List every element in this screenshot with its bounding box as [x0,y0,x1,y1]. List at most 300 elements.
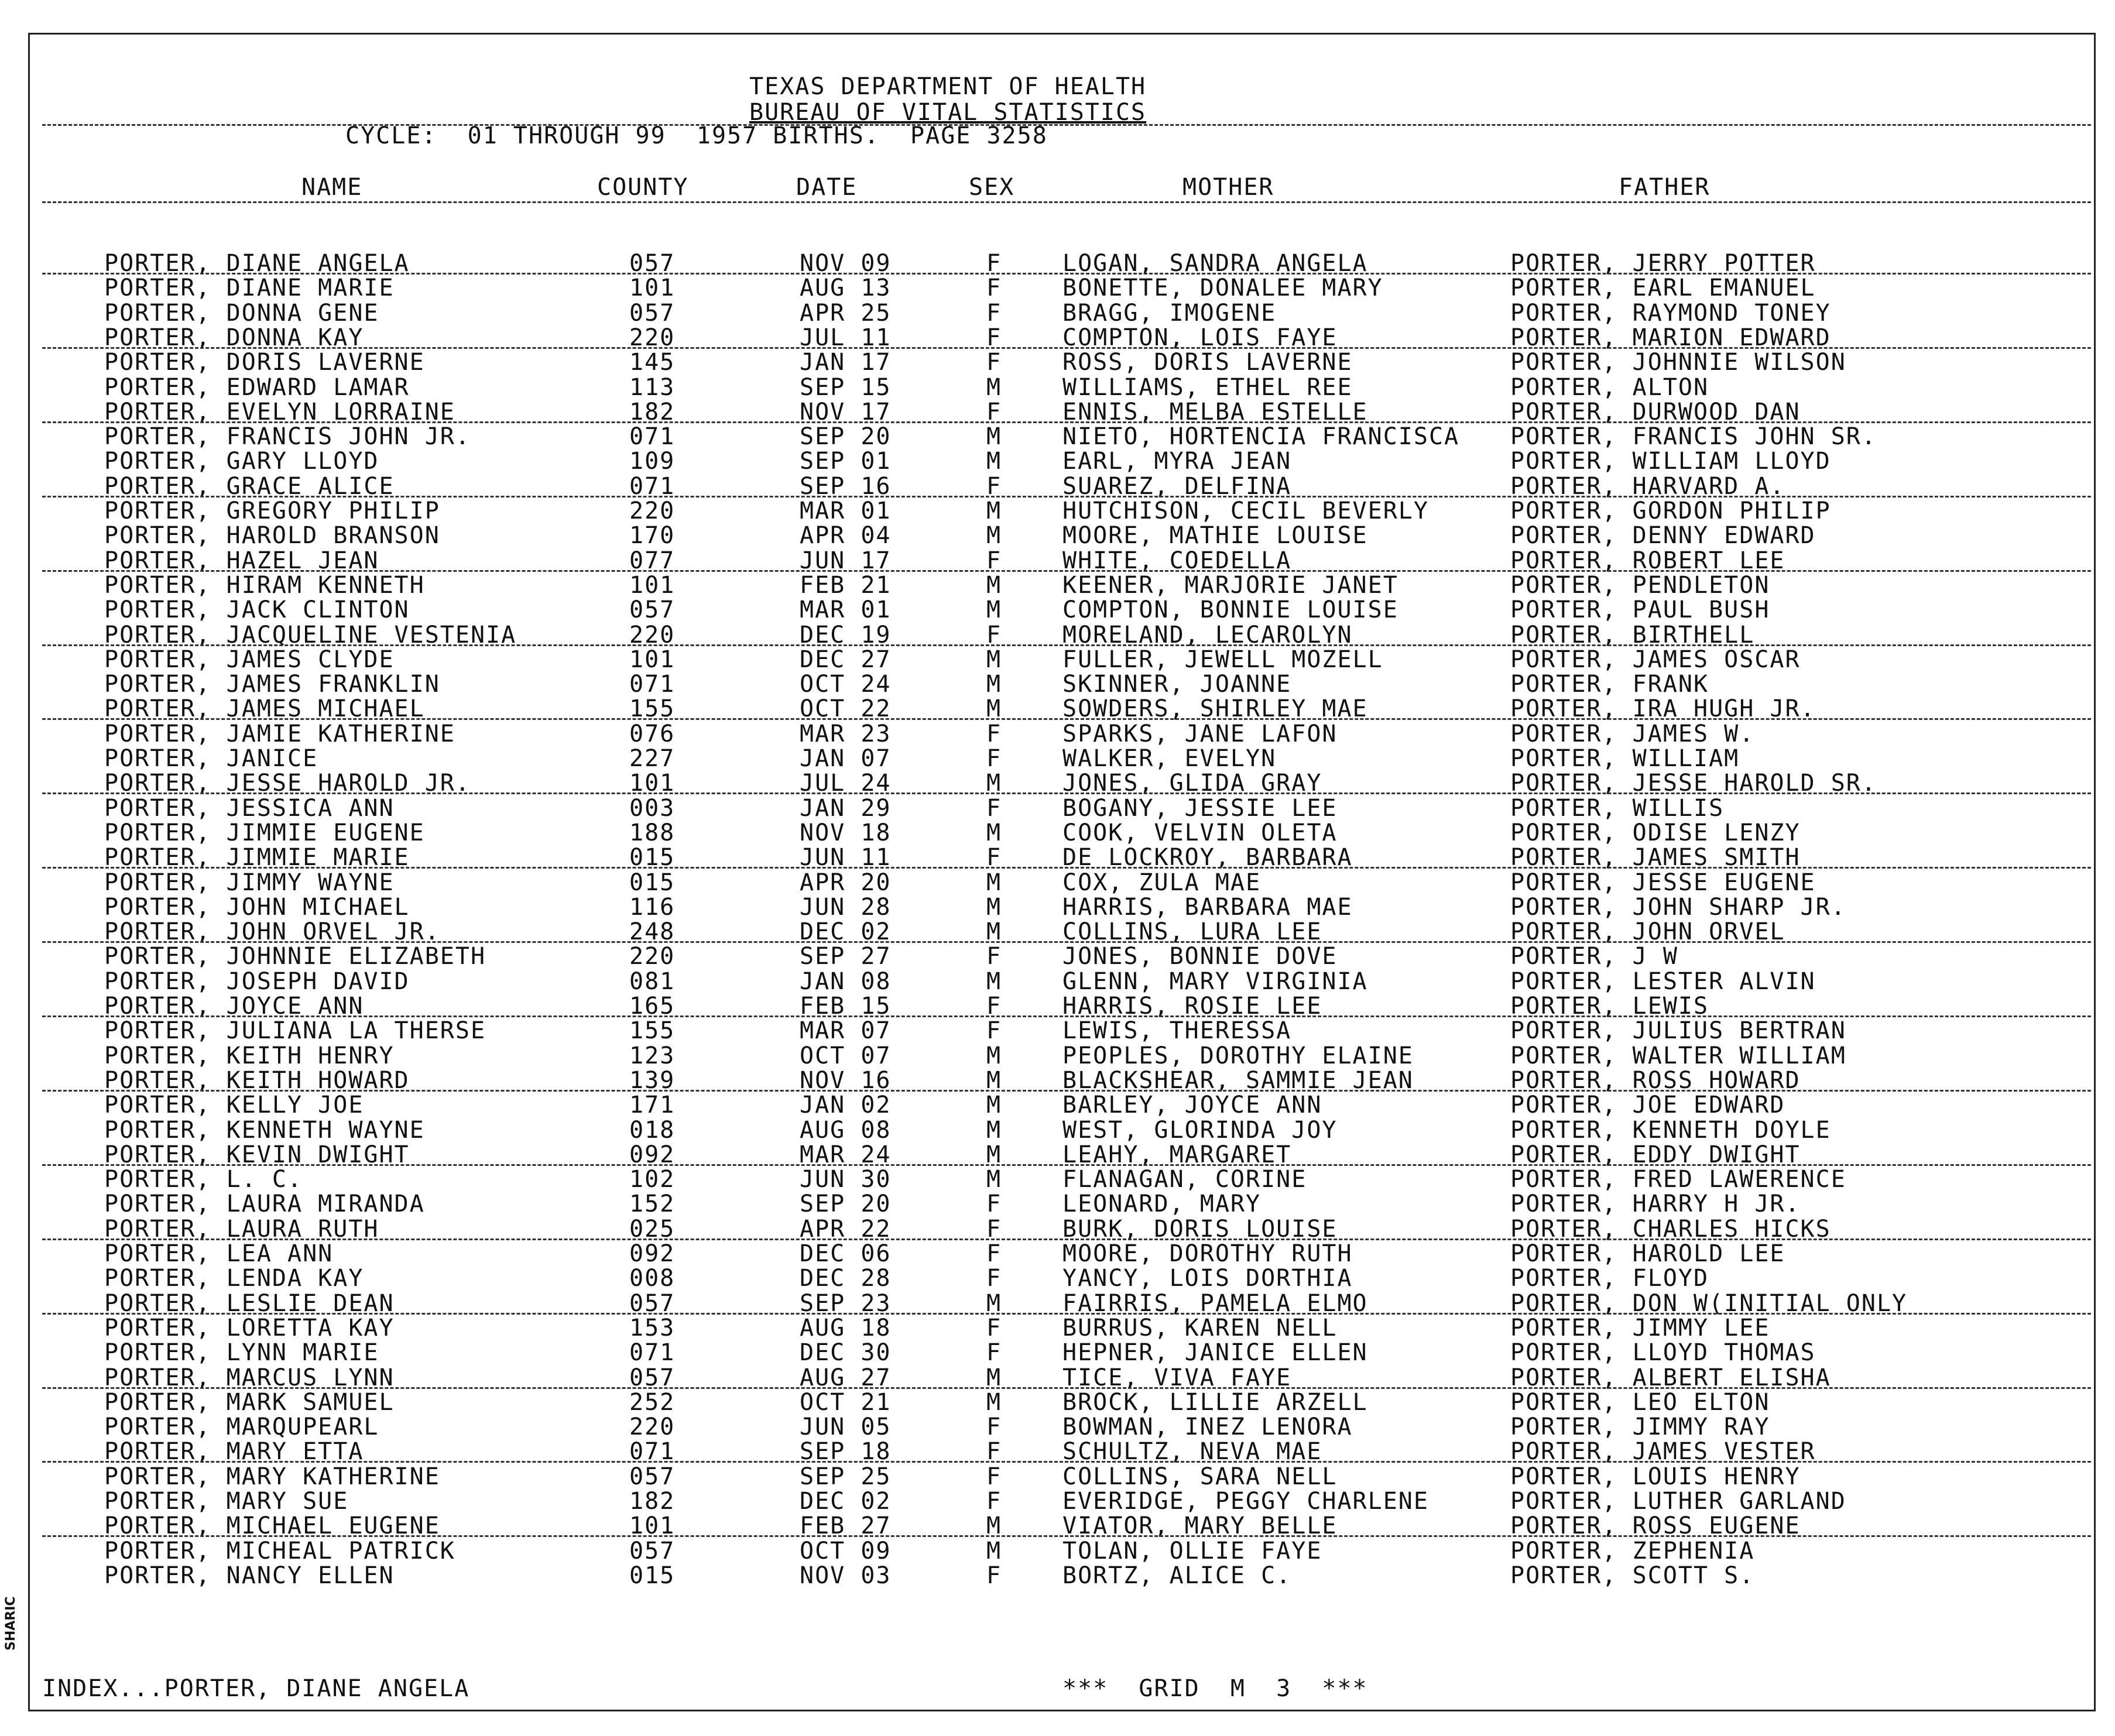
record-name: PORTER, GRACE ALICE [104,472,395,500]
record-date: SEP 23 [800,1289,892,1317]
record-mother: BONETTE, DONALEE MARY [1062,275,1383,302]
record-mother: NIETO, HORTENCIA FRANCISCA [1062,423,1460,451]
record-date: SEP 01 [800,448,892,475]
record-county: 165 [629,993,676,1020]
record-date: SEP 20 [800,1191,892,1218]
row-separator-rule [42,718,2091,720]
record-father: PORTER, KENNETH DOYLE [1510,1116,1831,1144]
record-sex: M [986,1066,1002,1094]
record-name: PORTER, MARY ETTA [104,1438,364,1466]
record-name: PORTER, MARQUPEARL [104,1413,379,1441]
record-mother: BURRUS, KAREN NELL [1062,1314,1338,1342]
record-name: PORTER, JOYCE ANN [104,993,364,1020]
record-sex: M [986,596,1002,624]
record-date: JAN 07 [800,745,892,772]
record-mother: MORELAND, LECAROLYN [1062,621,1353,649]
record-name: PORTER, DIANE MARIE [104,275,395,302]
record-name: PORTER, KENNETH WAYNE [104,1116,425,1144]
record-sex: M [986,498,1002,524]
record-sex: F [986,1215,1002,1243]
record-row [0,673,2115,697]
record-father: PORTER, JAMES VESTER [1510,1438,1816,1466]
record-date: DEC 02 [800,918,892,946]
record-row [0,598,2115,623]
record-mother: BROCK, LILLIE ARZELL [1062,1388,1368,1416]
record-sex: F [986,398,1002,426]
record-mother: HEPNER, JANICE ELLEN [1062,1339,1368,1367]
record-father: PORTER, DON W(INITIAL ONLY [1510,1289,1908,1317]
column-header-sex: SEX [969,174,1015,201]
record-father: PORTER, FRANCIS JOHN SR. [1510,423,1877,451]
record-sex: M [986,1092,1002,1119]
record-name: PORTER, MARK SAMUEL [104,1388,395,1416]
side-label: SHARIC [4,1596,18,1651]
record-name: PORTER, MICHAEL EUGENE [104,1512,440,1540]
record-name: PORTER, DIANE ANGELA [104,250,410,277]
record-name: PORTER, GARY LLOYD [104,448,379,475]
record-father: PORTER, HAROLD LEE [1510,1240,1785,1267]
record-sex: M [986,423,1002,451]
record-sex: M [986,1512,1002,1540]
record-date: SEP 27 [800,943,892,970]
record-county: 057 [629,250,676,277]
record-mother: ROSS, DORIS LAVERNE [1062,349,1353,376]
record-father: PORTER, JULIUS BERTRAN [1510,1017,1846,1045]
record-sex: F [986,621,1002,649]
record-mother: SKINNER, JOANNE [1062,671,1292,698]
record-name: PORTER, EDWARD LAMAR [104,373,410,401]
record-date: AUG 08 [800,1116,892,1144]
record-father: PORTER, IRA HUGH JR. [1510,695,1816,723]
row-separator-rule [42,867,2091,869]
record-county: 071 [629,1438,676,1466]
record-county: 109 [629,448,676,475]
record-name: PORTER, JOHN MICHAEL [104,893,410,921]
record-row [0,1316,2115,1341]
record-date: APR 22 [800,1215,892,1243]
record-date: SEP 18 [800,1438,892,1466]
record-date: MAR 24 [800,1141,892,1168]
record-county: 071 [629,671,676,698]
record-father: PORTER, PENDLETON [1510,571,1770,599]
record-date: NOV 16 [800,1066,892,1094]
record-name: PORTER, L. C. [104,1166,303,1193]
record-date: NOV 09 [800,250,892,277]
record-date: SEP 15 [800,373,892,401]
agency-title: TEXAS DEPARTMENT OF HEALTH [749,73,1147,100]
record-row [0,1044,2115,1069]
record-father: PORTER, LOUIS HENRY [1510,1463,1801,1490]
record-name: PORTER, EVELYN LORRAINE [104,398,455,426]
record-name: PORTER, JAMES CLYDE [104,646,395,673]
record-mother: WEST, GLORINDA JOY [1062,1116,1338,1144]
record-county: 182 [629,1488,676,1515]
record-mother: COLLINS, LURA LEE [1062,918,1322,946]
record-date: NOV 18 [800,819,892,846]
record-mother: YANCY, LOIS DORTHIA [1062,1265,1353,1292]
record-father: PORTER, JERRY POTTER [1510,250,1816,277]
record-date: FEB 27 [800,1512,892,1540]
record-date: MAR 07 [800,1017,892,1045]
record-father: PORTER, HARRY H JR. [1510,1191,1801,1218]
record-name: PORTER, JIMMIE EUGENE [104,819,425,846]
record-county: 057 [629,1537,676,1565]
record-mother: COMPTON, LOIS FAYE [1062,324,1338,351]
record-father: PORTER, WALTER WILLIAM [1510,1042,1846,1069]
record-sex: M [986,968,1002,995]
record-date: MAR 01 [800,596,892,624]
record-mother: HUTCHISON, CECIL BEVERLY [1062,498,1429,524]
record-row [0,524,2115,548]
record-father: PORTER, LEO ELTON [1510,1388,1770,1416]
record-sex: M [986,1042,1002,1069]
record-father: PORTER, ZEPHENIA [1510,1537,1755,1565]
record-county: 015 [629,1562,676,1589]
record-county: 025 [629,1215,676,1243]
record-county: 081 [629,968,676,995]
record-father: PORTER, EDDY DWIGHT [1510,1141,1801,1168]
record-county: 018 [629,1116,676,1144]
record-row [0,1341,2115,1366]
record-date: JUN 05 [800,1413,892,1441]
record-row [0,1539,2115,1564]
record-date: FEB 15 [800,993,892,1020]
record-sex: M [986,1289,1002,1317]
record-mother: VIATOR, MARY BELLE [1062,1512,1338,1540]
record-sex: M [986,819,1002,846]
row-separator-rule [42,1461,2091,1463]
record-father: PORTER, ROBERT LEE [1510,547,1785,574]
record-county: 076 [629,720,676,747]
record-father: PORTER, LLOYD THOMAS [1510,1339,1816,1367]
record-date: APR 04 [800,522,892,550]
record-sex: F [986,1562,1002,1589]
record-sex: F [986,1438,1002,1466]
record-name: PORTER, LAURA MIRANDA [104,1191,425,1218]
record-row [0,871,2115,896]
record-date: NOV 17 [800,398,892,426]
record-county: 139 [629,1066,676,1094]
record-date: JAN 08 [800,968,892,995]
record-date: DEC 27 [800,646,892,673]
record-father: PORTER, MARION EDWARD [1510,324,1831,351]
record-mother: COOK, VELVIN OLETA [1062,819,1338,846]
record-mother: LOGAN, SANDRA ANGELA [1062,250,1368,277]
record-mother: TOLAN, OLLIE FAYE [1062,1537,1322,1565]
record-date: SEP 25 [800,1463,892,1490]
record-name: PORTER, JAMES MICHAEL [104,695,425,723]
record-date: NOV 03 [800,1562,892,1589]
record-sex: F [986,794,1002,822]
record-sex: M [986,671,1002,698]
column-header-rule [42,201,2091,203]
record-county: 101 [629,646,676,673]
record-county: 057 [629,1289,676,1317]
record-county: 092 [629,1141,676,1168]
record-father: PORTER, JOHNNIE WILSON [1510,349,1846,376]
record-father: PORTER, GORDON PHILIP [1510,498,1831,524]
record-father: PORTER, JOHN ORVEL [1510,918,1785,946]
record-date: JUL 11 [800,324,892,351]
record-father: PORTER, SCOTT S. [1510,1562,1755,1589]
record-sex: M [986,646,1002,673]
record-county: 155 [629,1017,676,1045]
record-father: PORTER, LUTHER GARLAND [1510,1488,1846,1515]
record-county: 057 [629,1463,676,1490]
record-county: 123 [629,1042,676,1069]
record-date: DEC 30 [800,1339,892,1367]
record-name: PORTER, LYNN MARIE [104,1339,379,1367]
record-mother: COLLINS, SARA NELL [1062,1463,1338,1490]
record-mother: PEOPLES, DOROTHY ELAINE [1062,1042,1414,1069]
record-father: PORTER, JIMMY LEE [1510,1314,1770,1342]
record-mother: COX, ZULA MAE [1062,869,1262,896]
record-sex: F [986,299,1002,327]
record-name: PORTER, HAROLD BRANSON [104,522,440,550]
record-sex: F [986,720,1002,747]
record-date: AUG 27 [800,1364,892,1391]
record-name: PORTER, JIMMIE MARIE [104,844,410,872]
record-father: PORTER, ROSS EUGENE [1510,1512,1801,1540]
record-date: DEC 19 [800,621,892,649]
record-sex: M [986,1388,1002,1416]
record-date: APR 25 [800,299,892,327]
record-father: PORTER, ROSS HOWARD [1510,1066,1801,1094]
record-name: PORTER, FRANCIS JOHN JR. [104,423,471,451]
record-date: DEC 02 [800,1488,892,1515]
record-mother: LEAHY, MARGARET [1062,1141,1292,1168]
record-mother: WHITE, COEDELLA [1062,547,1292,574]
record-sex: F [986,993,1002,1020]
record-name: PORTER, KELLY JOE [104,1092,364,1119]
record-name: PORTER, JAMES FRANKLIN [104,671,440,698]
record-mother: MOORE, DOROTHY RUTH [1062,1240,1353,1267]
record-date: JAN 02 [800,1092,892,1119]
record-date: APR 20 [800,869,892,896]
record-row [0,1388,2115,1416]
record-date: JUL 24 [800,770,892,797]
record-row [0,722,2115,747]
record-row [0,1490,2115,1514]
record-name: PORTER, NANCY ELLEN [104,1562,395,1589]
record-date: DEC 06 [800,1240,892,1267]
record-mother: DE LOCKROY, BARBARA [1062,844,1353,872]
record-sex: F [986,1017,1002,1045]
record-row [0,893,2115,921]
record-sex: F [986,745,1002,772]
record-county: 248 [629,918,676,946]
record-sex: F [986,943,1002,970]
record-row [0,747,2115,771]
record-county: 220 [629,1413,676,1441]
record-father: PORTER, ALTON [1510,373,1709,401]
record-name: PORTER, HIRAM KENNETH [104,571,425,599]
record-father: PORTER, FLOYD [1510,1265,1709,1292]
record-father: PORTER, JESSE HAROLD SR. [1510,770,1877,797]
record-county: 071 [629,1339,676,1367]
record-date: SEP 16 [800,472,892,500]
record-father: PORTER, JOE EDWARD [1510,1092,1785,1119]
record-row [0,499,2115,524]
record-sex: F [986,1314,1002,1342]
record-name: PORTER, MARY SUE [104,1488,349,1515]
column-header-county: COUNTY [597,174,689,201]
record-date: OCT 07 [800,1042,892,1069]
record-date: AUG 13 [800,275,892,302]
record-row [0,1415,2115,1440]
record-row [0,1242,2115,1267]
record-sex: M [986,869,1002,896]
record-date: OCT 24 [800,671,892,698]
record-father: PORTER, JAMES W. [1510,720,1755,747]
record-mother: MOORE, MATHIE LOUISE [1062,522,1368,550]
record-father: PORTER, JAMES SMITH [1510,844,1801,872]
record-row [0,1168,2115,1192]
record-name: PORTER, JOHNNIE ELIZABETH [104,943,486,970]
record-row [0,450,2115,474]
record-sex: F [986,1413,1002,1441]
record-sex: M [986,1537,1002,1565]
record-county: 101 [629,770,676,797]
record-father: PORTER, JIMMY RAY [1510,1413,1770,1441]
record-row [0,794,2115,822]
record-row [0,351,2115,375]
record-sex: F [986,844,1002,872]
record-sex: M [986,893,1002,921]
record-date: JUN 11 [800,844,892,872]
record-sex: F [986,547,1002,574]
record-row [0,1116,2115,1144]
record-row [0,276,2115,301]
record-mother: EVERIDGE, PEGGY CHARLENE [1062,1488,1429,1515]
record-date: OCT 21 [800,1388,892,1416]
record-mother: GLENN, MARY VIRGINIA [1062,968,1368,995]
record-name: PORTER, JESSICA ANN [104,794,395,822]
record-row [0,821,2115,846]
record-date: JUN 28 [800,893,892,921]
record-mother: KEENER, MARJORIE JANET [1062,571,1398,599]
grid-marker: *** GRID M 3 *** [1062,1675,1368,1702]
column-header-date: DATE [796,174,858,201]
record-sex: M [986,1141,1002,1168]
record-row [0,301,2115,326]
record-father: PORTER, JESSE EUGENE [1510,869,1816,896]
record-county: 057 [629,1364,676,1391]
record-county: 220 [629,498,676,524]
record-mother: HARRIS, ROSIE LEE [1062,993,1322,1020]
record-sex: F [986,1191,1002,1218]
record-county: 077 [629,547,676,574]
record-county: 252 [629,1388,676,1416]
record-county: 071 [629,423,676,451]
record-mother: ENNIS, MELBA ESTELLE [1062,398,1368,426]
cycle-line: CYCLE: 01 THROUGH 99 1957 BIRTHS. PAGE 3258 [345,122,1048,149]
record-name: PORTER, DONNA GENE [104,299,379,327]
record-father: PORTER, PAUL BUSH [1510,596,1770,624]
record-date: DEC 28 [800,1265,892,1292]
record-county: 155 [629,695,676,723]
record-father: PORTER, JOHN SHARP JR. [1510,893,1846,921]
record-mother: BOWMAN, INEZ LENORA [1062,1413,1353,1441]
record-name: PORTER, JACK CLINTON [104,596,410,624]
record-sex: F [986,1463,1002,1490]
record-mother: COMPTON, BONNIE LOUISE [1062,596,1398,624]
record-row [0,1093,2115,1118]
record-county: 170 [629,522,676,550]
record-father: PORTER, ODISE LENZY [1510,819,1801,846]
record-date: MAR 01 [800,498,892,524]
record-row [0,1267,2115,1291]
record-name: PORTER, JIMMY WAYNE [104,869,395,896]
record-county: 113 [629,373,676,401]
record-row [0,970,2115,994]
record-mother: SCHULTZ, NEVA MAE [1062,1438,1322,1466]
record-date: JAN 29 [800,794,892,822]
record-father: PORTER, LEWIS [1510,993,1709,1020]
record-mother: EARL, MYRA JEAN [1062,448,1292,475]
record-mother: BORTZ, ALICE C. [1062,1562,1292,1589]
record-county: 116 [629,893,676,921]
record-mother: WILLIAMS, ETHEL REE [1062,373,1353,401]
record-mother: FULLER, JEWELL MOZELL [1062,646,1383,673]
record-mother: BURK, DORIS LOUISE [1062,1215,1338,1243]
record-county: 101 [629,571,676,599]
record-county: 071 [629,472,676,500]
record-mother: SUAREZ, DELFINA [1062,472,1292,500]
record-sex: F [986,250,1002,277]
record-sex: F [986,1240,1002,1267]
record-sex: M [986,1166,1002,1193]
record-father: PORTER, CHARLES HICKS [1510,1215,1831,1243]
record-mother: LEONARD, MARY [1062,1191,1262,1218]
record-sex: M [986,918,1002,946]
record-mother: HARRIS, BARBARA MAE [1062,893,1353,921]
record-row [0,1564,2115,1589]
record-county: 015 [629,869,676,896]
record-sex: M [986,770,1002,797]
record-row [0,648,2115,673]
record-mother: BRAGG, IMOGENE [1062,299,1277,327]
record-county: 015 [629,844,676,872]
record-mother: FAIRRIS, PAMELA ELMO [1062,1289,1368,1317]
record-sex: F [986,275,1002,302]
record-father: PORTER, ALBERT ELISHA [1510,1364,1831,1391]
row-separator-rule [42,792,2091,794]
record-row [0,945,2115,969]
record-date: SEP 20 [800,423,892,451]
record-name: PORTER, LEA ANN [104,1240,334,1267]
record-mother: WALKER, EVELYN [1062,745,1277,772]
record-father: PORTER, WILLIAM LLOYD [1510,448,1831,475]
column-header-mother: MOTHER [1182,174,1274,201]
record-sex: M [986,1364,1002,1391]
record-name: PORTER, GREGORY PHILIP [104,498,440,524]
record-county: 171 [629,1092,676,1119]
record-date: JUN 30 [800,1166,892,1193]
record-date: FEB 21 [800,571,892,599]
record-name: PORTER, LESLIE DEAN [104,1289,395,1317]
record-county: 102 [629,1166,676,1193]
record-name: PORTER, KEVIN DWIGHT [104,1141,410,1168]
record-name: PORTER, JULIANA LA THERSE [104,1017,486,1045]
record-mother: BLACKSHEAR, SAMMIE JEAN [1062,1066,1414,1094]
record-date: OCT 22 [800,695,892,723]
record-county: 057 [629,596,676,624]
record-father: PORTER, BIRTHELL [1510,621,1755,649]
record-sex: F [986,472,1002,500]
record-name: PORTER, DORIS LAVERNE [104,349,425,376]
record-county: 220 [629,943,676,970]
